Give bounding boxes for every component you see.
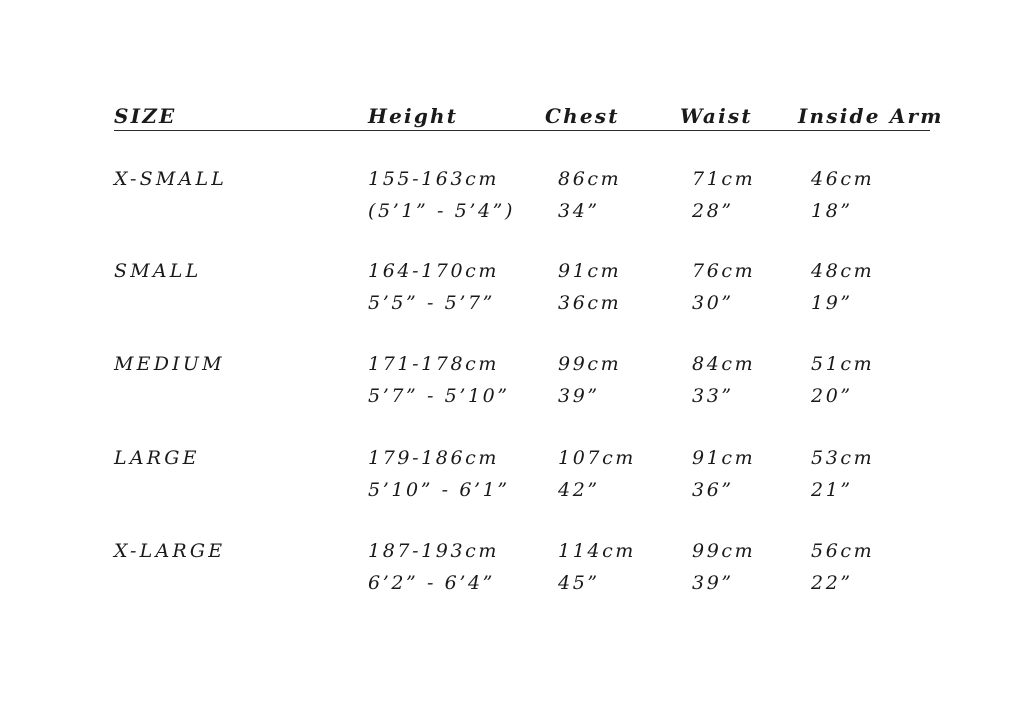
size-row-small [114, 259, 930, 319]
chest-cm: 91cm [558, 260, 622, 282]
waist-cm: 99cm [692, 540, 756, 562]
arm-cm: 51cm [811, 353, 875, 375]
chest-cm: 99cm [558, 353, 622, 375]
chest-cm: 86cm [558, 168, 622, 190]
chest-in: 42” [558, 479, 600, 501]
arm-in: 22” [811, 572, 853, 594]
height-cm: 179-186cm [368, 447, 500, 469]
height-cm: 164-170cm [368, 260, 500, 282]
arm-cm: 46cm [811, 168, 875, 190]
chest-cm: 107cm [558, 447, 636, 469]
height-cm: 155-163cm [368, 168, 500, 190]
waist-cm: 76cm [692, 260, 756, 282]
size-label: LARGE [114, 447, 200, 469]
height-cm: 171-178cm [368, 353, 500, 375]
waist-in: 36” [692, 479, 734, 501]
size-row-x-large [114, 539, 930, 599]
height-in: 5’7” - 5’10” [368, 385, 510, 407]
arm-in: 21” [811, 479, 853, 501]
size-label: X-SMALL [114, 168, 228, 190]
height-in: (5’1” - 5’4”) [368, 200, 515, 222]
waist-in: 30” [692, 292, 734, 314]
chest-in: 36cm [558, 292, 622, 314]
chest-in: 34” [558, 200, 600, 222]
size-row-medium [114, 352, 930, 412]
arm-cm: 48cm [811, 260, 875, 282]
waist-in: 33” [692, 385, 734, 407]
waist-in: 28” [692, 200, 734, 222]
size-label: MEDIUM [114, 353, 225, 375]
chest-cm: 114cm [558, 540, 636, 562]
height-in: 5’10” - 6’1” [368, 479, 510, 501]
header-chest: Chest [545, 104, 620, 128]
arm-cm: 56cm [811, 540, 875, 562]
height-cm: 187-193cm [368, 540, 500, 562]
arm-in: 20” [811, 385, 853, 407]
size-chart-header [114, 102, 944, 131]
arm-in: 18” [811, 200, 853, 222]
header-inside-arm: Inside Arm [798, 104, 944, 128]
size-label: X-LARGE [114, 540, 226, 562]
size-row-large [114, 446, 930, 506]
arm-in: 19” [811, 292, 853, 314]
waist-in: 39” [692, 572, 734, 594]
waist-cm: 91cm [692, 447, 756, 469]
arm-cm: 53cm [811, 447, 875, 469]
waist-cm: 71cm [692, 168, 756, 190]
chest-in: 45” [558, 572, 600, 594]
header-waist: Waist [680, 104, 753, 128]
size-row-x-small [114, 167, 930, 227]
header-height: Height [368, 104, 459, 128]
header-size: SIZE [114, 104, 177, 128]
height-in: 6’2” - 6’4” [368, 572, 495, 594]
size-label: SMALL [114, 260, 202, 282]
waist-cm: 84cm [692, 353, 756, 375]
height-in: 5’5” - 5’7” [368, 292, 495, 314]
chest-in: 39” [558, 385, 600, 407]
